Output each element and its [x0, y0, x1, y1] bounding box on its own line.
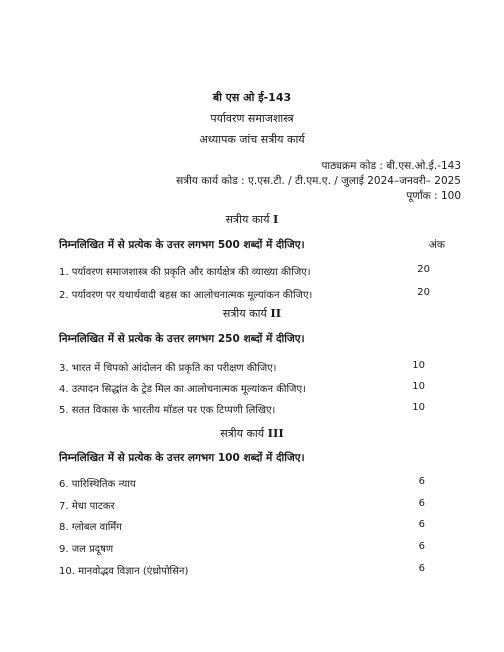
- course-code-heading: बी एस ओ ई-143: [212, 91, 292, 104]
- question-8-marks: 6: [418, 519, 425, 530]
- assignment-code-line: सत्रीय कार्य कोड : ए.एस.टी. / टी.एम.ए. / जुलाई 2024–जनवरी– 2025: [176, 175, 461, 187]
- question-1: 1. पर्यावरण समाजशास्त्र की प्रकृति और कार्यक्षेत्र की व्याख्या कीजिए।: [59, 267, 311, 278]
- question-3-marks: 10: [412, 360, 425, 371]
- section-label: सत्रीय कार्य: [225, 213, 270, 226]
- section-heading-1: [0, 212, 504, 227]
- question-2: 2. पर्यावरण पर यथार्थवादी बहस का आलोचनात्मक मूल्यांकन कीजिए।: [59, 290, 313, 301]
- section-heading-3: [0, 426, 504, 441]
- section-roman: II: [270, 306, 282, 320]
- question-7: 7. मेधा पाटकर: [59, 501, 115, 512]
- question-3: 3. भारत में चिपको आंदोलन की प्रकृति का परीक्षण कीजिए।: [59, 363, 277, 374]
- section-label: सत्रीय कार्य: [222, 307, 267, 320]
- course-code-line: पाठ्यक्रम कोड : बी.एस.ओ.ई.-143: [321, 160, 461, 172]
- question-4-marks: 10: [412, 381, 425, 392]
- question-4: 4. उत्पादन सिद्धांत के ट्रेड मिल का आलोचनात्मक मूल्यांकन कीजिए।: [59, 384, 306, 395]
- question-5-marks: 10: [412, 402, 425, 413]
- question-10: 10. मानवोद्भव विज्ञान (एंथ्रोपोसिन): [59, 566, 189, 577]
- question-6-marks: 6: [418, 476, 425, 487]
- section-heading-2: [0, 306, 504, 321]
- section-label: सत्रीय कार्य: [220, 427, 265, 440]
- total-marks-line: पूर्णांक : 100: [406, 190, 461, 202]
- section-instruction-2: निम्नलिखित में से प्रत्येक के उत्तर लगभग 250 शब्दों में दीजिए।: [59, 333, 305, 345]
- section-instruction-3: निम्नलिखित में से प्रत्येक के उत्तर लगभग 100 शब्दों में दीजिए।: [59, 452, 305, 464]
- question-5: 5. सतत विकास के भारतीय मॉडल पर एक टिप्पणी लिखिए।: [59, 405, 276, 416]
- course-title: पर्यावरण समाजशास्त्र: [210, 112, 294, 125]
- marks-column-header: अंक: [428, 239, 445, 251]
- question-1-marks: 20: [417, 264, 430, 275]
- section-roman: III: [267, 426, 284, 440]
- section-instruction-1: निम्नलिखित में से प्रत्येक के उत्तर लगभग 500 शब्दों में दीजिए।: [59, 239, 305, 251]
- question-2-marks: 20: [417, 287, 430, 298]
- section-roman: I: [273, 212, 279, 226]
- question-9: 9. जल प्रदूषण: [59, 544, 114, 555]
- question-6: 6. पारिस्थितिक न्याय: [59, 479, 136, 490]
- question-10-marks: 6: [418, 563, 425, 574]
- question-8: 8. ग्लोबल वार्मिंग: [59, 522, 122, 533]
- assignment-subtitle: अध्यापक जांच सत्रीय कार्य: [199, 133, 305, 146]
- question-7-marks: 6: [418, 498, 425, 509]
- question-9-marks: 6: [418, 541, 425, 552]
